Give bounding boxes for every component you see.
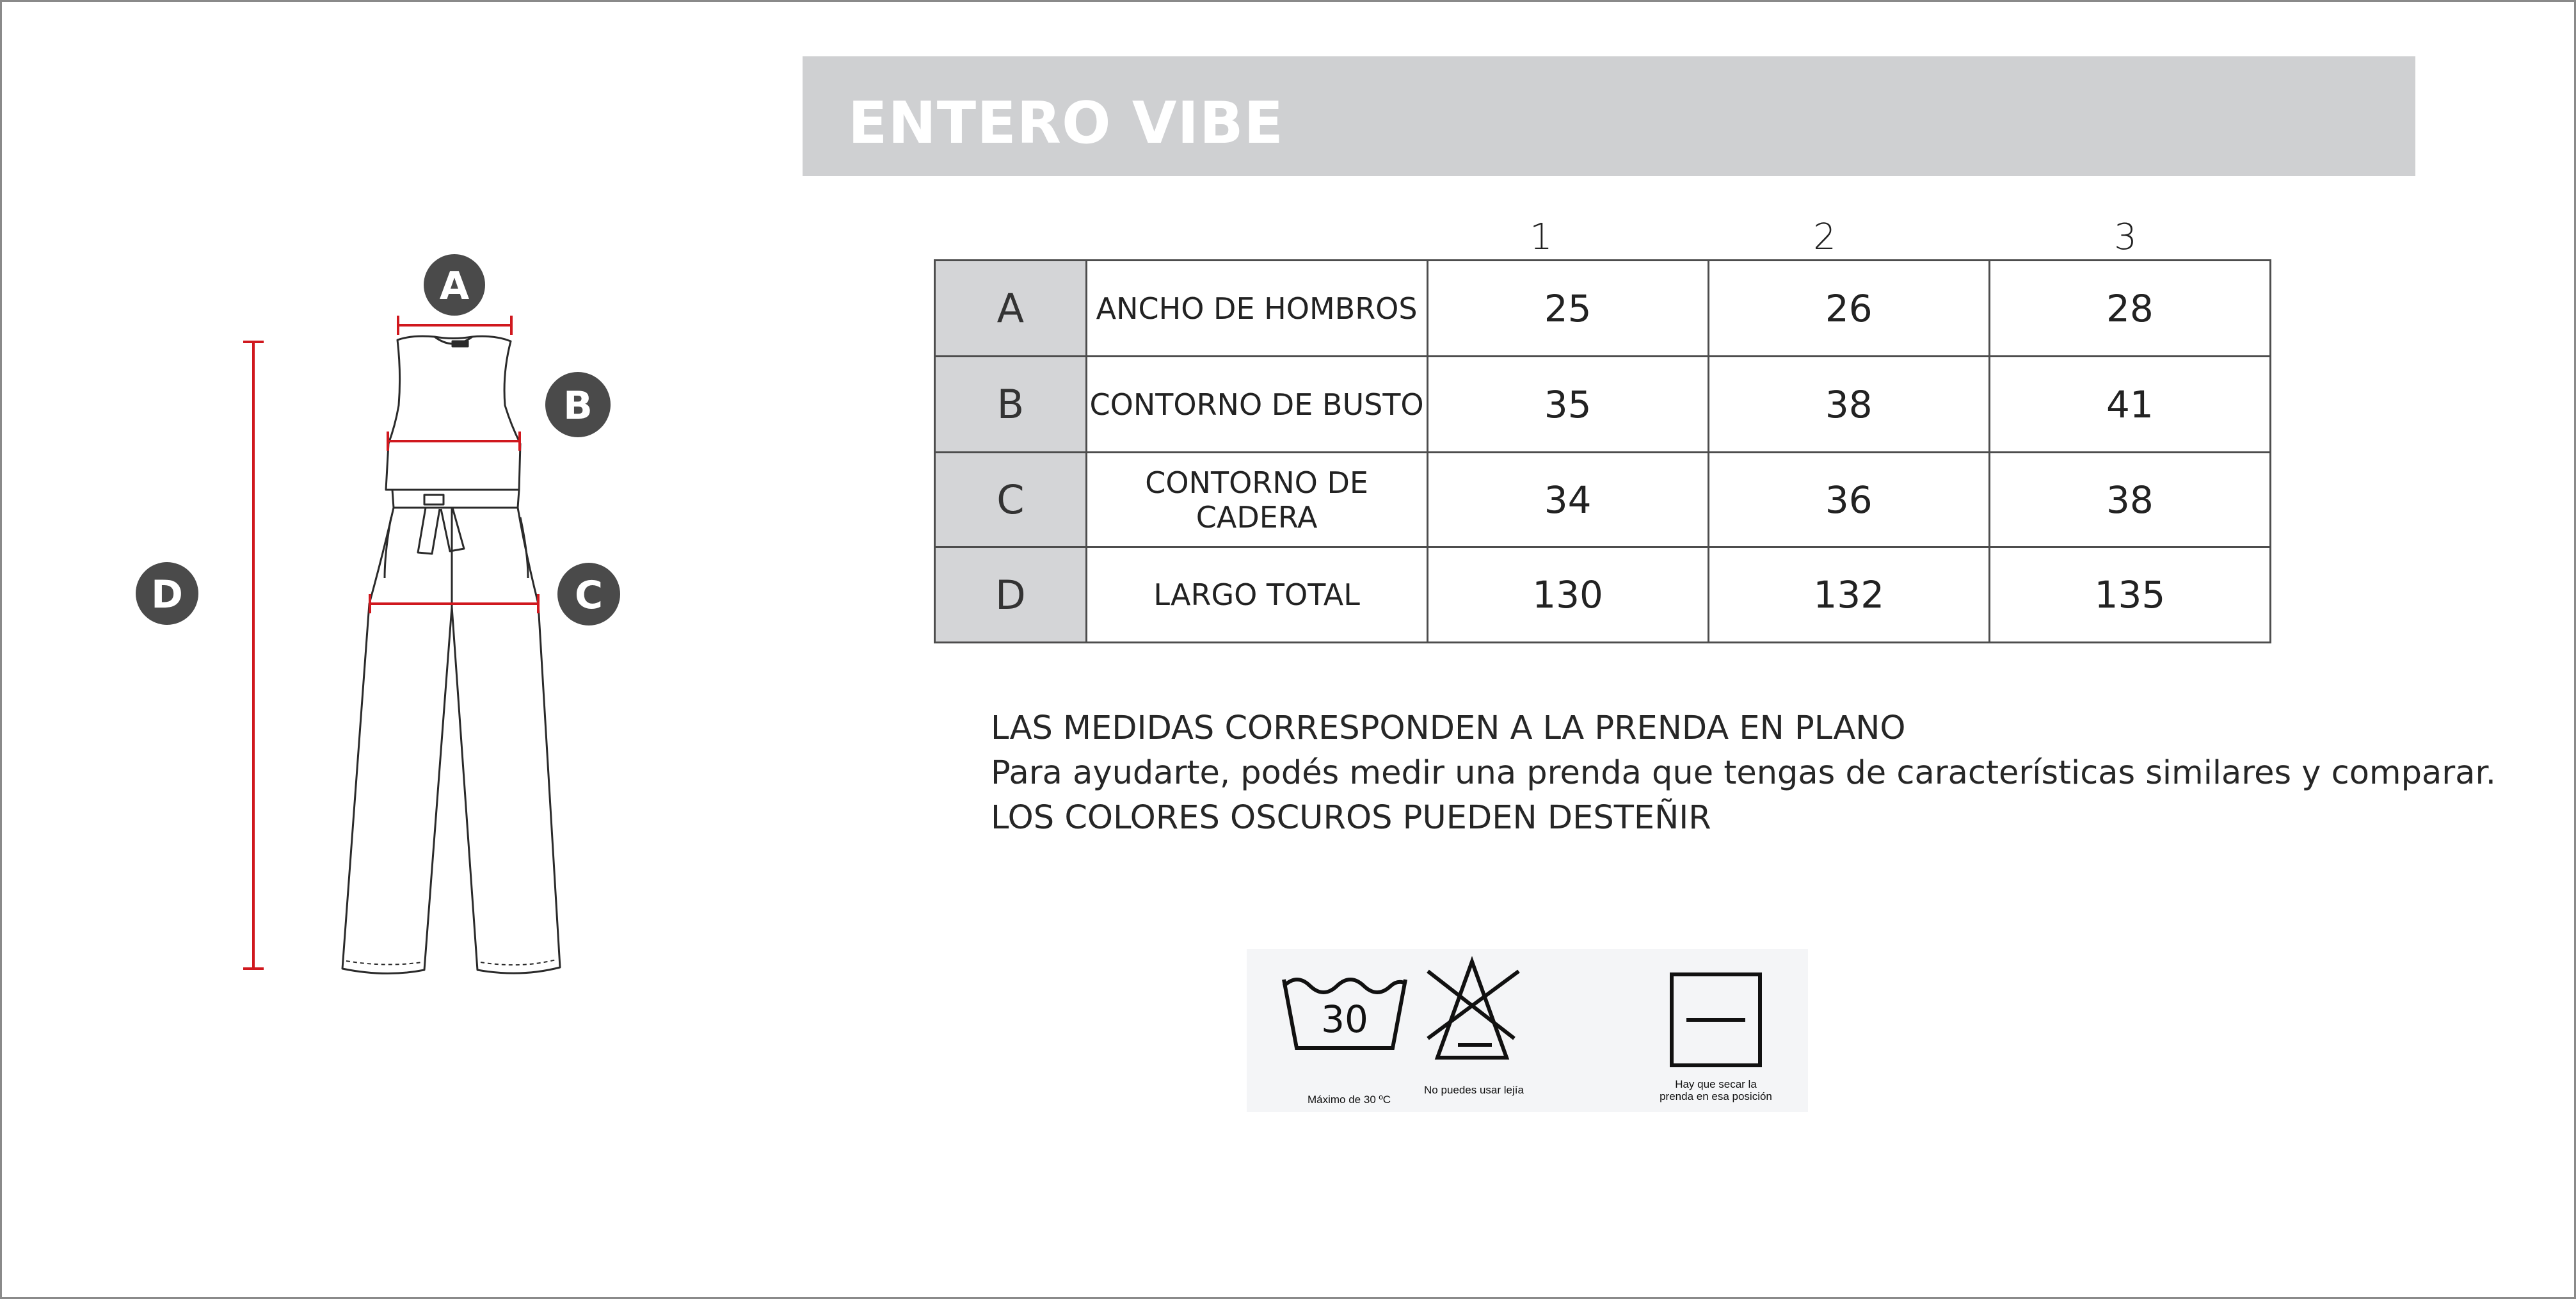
size-value: 35 (1427, 357, 1708, 453)
size-table (934, 259, 2271, 643)
bodice-outline (386, 336, 520, 490)
row-label: CONTORNO DE CADERA (1086, 453, 1427, 547)
size-value: 41 (1989, 357, 2270, 453)
size-value: 135 (1989, 547, 2270, 643)
dry-flat-icon (1672, 974, 1760, 1065)
marker-c-label: C (574, 573, 604, 618)
pocket-right (520, 517, 528, 578)
size-value: 130 (1427, 547, 1708, 643)
row-letter: C (935, 453, 1087, 547)
row-letter: D (935, 547, 1087, 643)
table-row (935, 547, 2271, 643)
dry-caption (1652, 1078, 1780, 1102)
size-value: 132 (1708, 547, 1989, 643)
neck-label (452, 341, 468, 346)
row-label: LARGO TOTAL (1086, 547, 1427, 643)
marker-a-label: A (439, 264, 470, 309)
belt-knot (424, 495, 444, 504)
marker-d-label: D (151, 572, 183, 617)
dry-caption-line: Hay que secar la (1675, 1078, 1757, 1090)
size-value: 38 (1989, 453, 2270, 547)
dry-caption-line: prenda en esa posición (1660, 1090, 1772, 1102)
size-column-header-2: 2 (1813, 216, 1836, 258)
product-title: ENTERO VIBE (848, 90, 1284, 157)
size-value: 28 (1989, 261, 2270, 357)
marker-b-label: B (563, 383, 593, 428)
note-line: LOS COLORES OSCUROS PUEDEN DESTEÑIR (991, 799, 1711, 837)
size-value: 36 (1708, 453, 1989, 547)
note-line: Para ayudarte, podés medir una prenda que tengas de características similares y comparar. (991, 754, 2496, 792)
hem-left (346, 961, 422, 965)
note-line: LAS MEDIDAS CORRESPONDEN A LA PRENDA EN PLANO (991, 709, 1906, 747)
size-value: 38 (1708, 357, 1989, 453)
waistband (392, 490, 519, 508)
table-row (935, 453, 2271, 547)
size-column-header-3: 3 (2114, 216, 2137, 258)
pocket-left (385, 517, 391, 578)
size-value: 26 (1708, 261, 1989, 357)
care-symbols-panel (1247, 949, 1808, 1112)
row-letter: A (935, 261, 1087, 357)
bleach-caption: No puedes usar lejía (1424, 1084, 1524, 1096)
belt-tie-left (418, 508, 440, 554)
notes-block (991, 706, 2496, 841)
table-row (935, 261, 2271, 357)
title-bar (803, 56, 2415, 176)
row-letter: B (935, 357, 1087, 453)
table-row (935, 357, 2271, 453)
row-label: ANCHO DE HOMBROS (1086, 261, 1427, 357)
size-column-header-1: 1 (1530, 216, 1553, 258)
row-label: CONTORNO DE BUSTO (1086, 357, 1427, 453)
hem-right (481, 960, 556, 965)
wash-temp-label: 30 (1321, 997, 1368, 1041)
wash-caption: Máximo de 30 ºC (1308, 1093, 1391, 1106)
jumpsuit-figure (2, 2, 706, 1026)
size-value: 25 (1427, 261, 1708, 357)
size-value: 34 (1427, 453, 1708, 547)
